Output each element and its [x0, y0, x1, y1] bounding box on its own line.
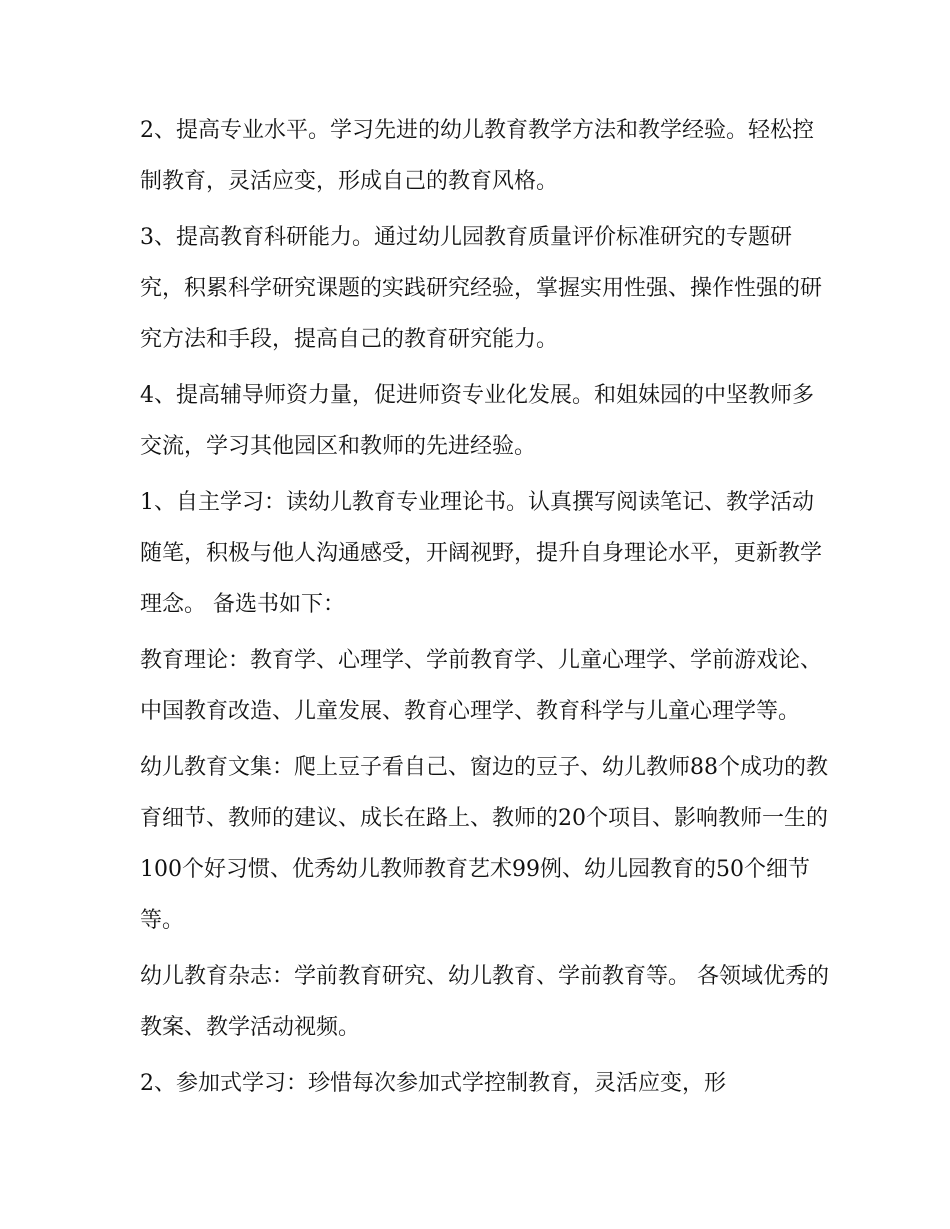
- paragraph-education-theory: 教育理论：教育学、心理学、学前教育学、儿童心理学、学前游戏论、中国教育改造、儿童发展、教育心理学、教育科学与儿童心理学等。: [140, 648, 823, 724]
- paragraph-goal-2: 2、提高专业水平。学习先进的幼儿教育教学方法和教学经验。轻松控制教育，灵活应变，形成自己的教育风格。: [140, 118, 814, 194]
- paragraph-education-magazine: 幼儿教育杂志：学前教育研究、幼儿教育、学前教育等。 各领域优秀的教案、教学活动视频。: [140, 964, 829, 1040]
- paragraph-education-collection: 幼儿教育文集：爬上豆子看自己、窗边的豆子、幼儿教师88个成功的教育细节、教师的建议、成长在路上、教师的20个项目、影响教师一生的100个好习惯、优秀幼儿教师教育艺术99例、幼儿园教育的50个细节等。: [140, 755, 828, 933]
- paragraph-method-2: 2、参加式学习：珍惜每次参加式学控制教育，灵活应变，形: [140, 1071, 726, 1096]
- paragraph-goal-4: 4、提高辅导师资力量，促进师资专业化发展。和姐妹园的中坚教师多交流，学习其他园区和教师的先进经验。: [140, 383, 814, 459]
- document-body: [140, 105, 830, 1114]
- paragraph-goal-3: 3、提高教育科研能力。通过幼儿园教育质量评价标准研究的专题研究，积累科学研究课题的实践研究经验，掌握实用性强、操作性强的研究方法和手段，提高自己的教育研究能力。: [140, 225, 823, 352]
- paragraph-method-1: 1、自主学习：读幼儿教育专业理论书。认真撰写阅读笔记、教学活动随笔，积极与他人沟通感受，开阔视野，提升自身理论水平，更新教学理念。 备选书如下：: [140, 490, 823, 617]
